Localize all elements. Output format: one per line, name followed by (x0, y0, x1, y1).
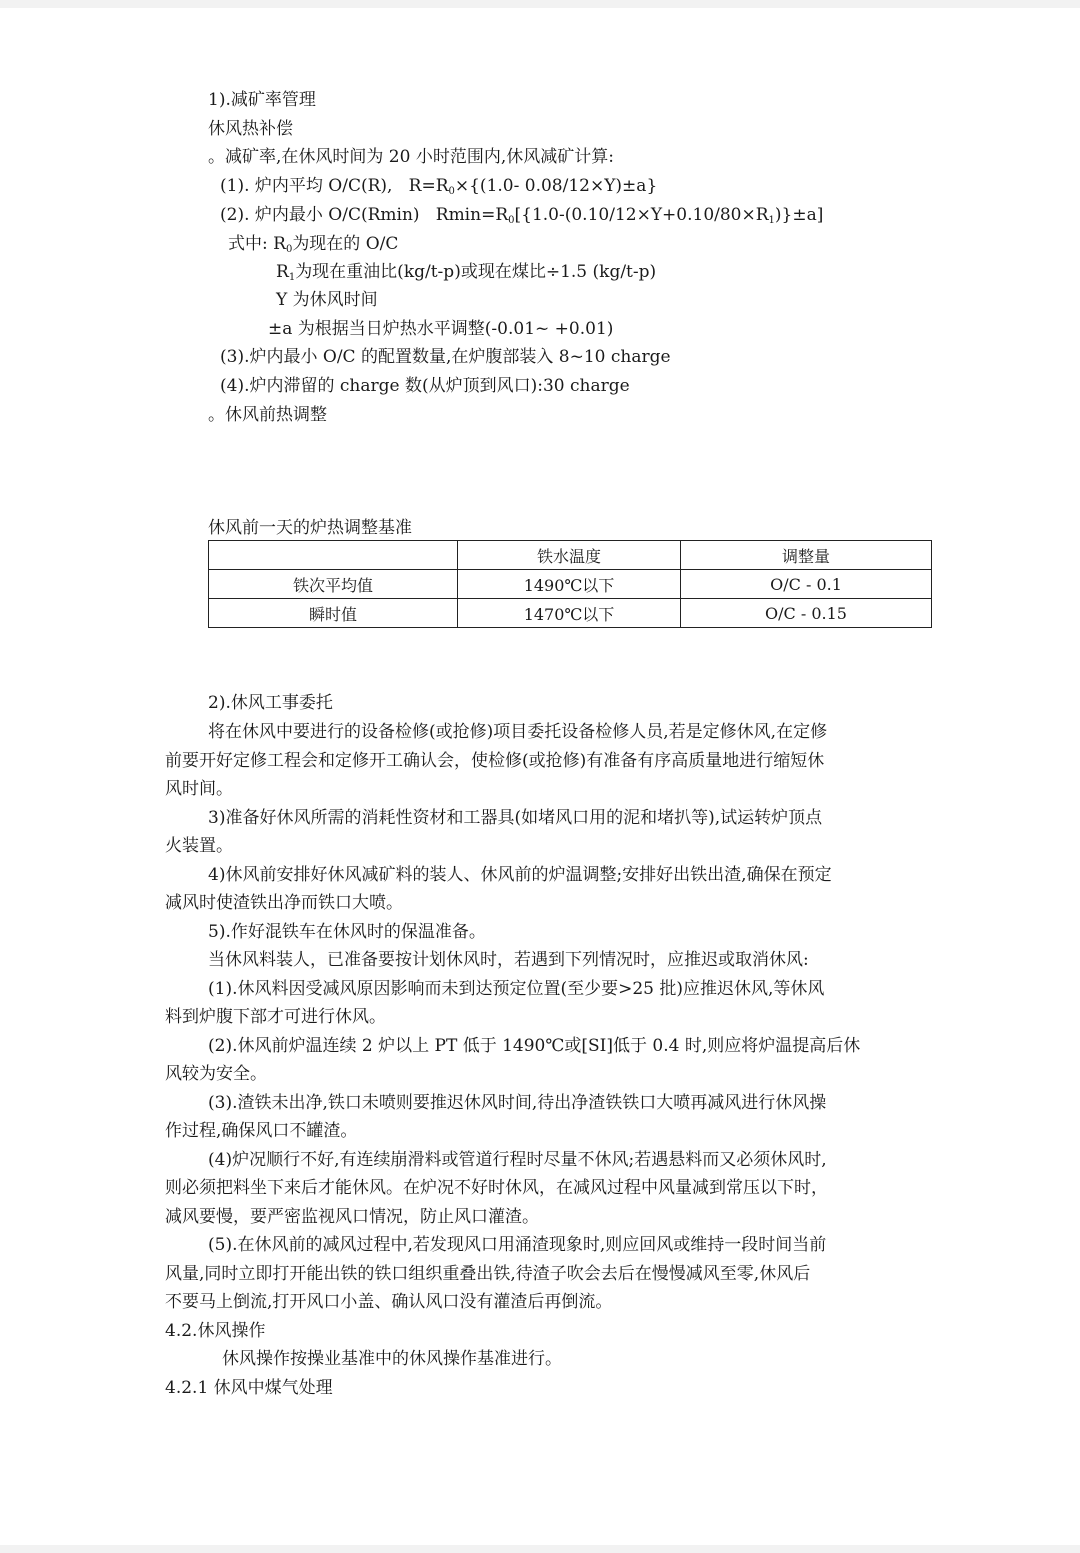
body-line: (4)炉况顺行不好,有连续崩滑料或管道行程时尽量不休风;若遇悬料而又必须休风时, (208, 1150, 827, 1170)
body-line: 风时间。 (165, 779, 233, 799)
r1-text: 为现在重油比(kg/t-p)或现在煤比÷1.5 (kg/t-p) (295, 262, 657, 282)
body-line: 3)准备好休风所需的消耗性资材和工器具(如堵风口用的泥和堵扒等),试运转炉顶点 (208, 808, 823, 828)
where-sub: 0 (285, 244, 293, 255)
body-line: 作过程,确保风口不罐渣。 (165, 1121, 358, 1141)
item-4: (4).炉内滞留的 charge 数(从炉顶到风口):30 charge (220, 376, 630, 396)
r1-definition (276, 260, 656, 290)
r1-prefix: R (276, 262, 289, 282)
preheat-heading: 。休风前热调整 (208, 405, 327, 425)
table-header-cell (209, 541, 458, 570)
body-line: (3).渣铁未出净,铁口未喷则要推迟休风时间,待出净渣铁铁口大喷再减风进行休风操 (208, 1093, 827, 1113)
formula-1-rhs: ×{(1.0- 0.08/12×Y)±a} (454, 176, 658, 196)
formula-2-sub0: 0 (508, 215, 515, 226)
section2-heading: 2).休风工事委托 (208, 693, 333, 713)
table-row (209, 599, 932, 628)
table-cell: O/C - 0.1 (681, 570, 932, 599)
formula-2-rhs: )}±a] (774, 205, 824, 225)
table-caption: 休风前一天的炉热调整基准 (208, 518, 412, 538)
r1-sub: 1 (288, 272, 296, 283)
table-row (209, 570, 932, 599)
section421-heading: 4.2.1 休风中煤气处理 (165, 1378, 333, 1398)
body-line: 将在休风中要进行的设备检修(或抢修)项目委托设备检修人员,若是定修休风,在定修 (208, 722, 828, 742)
body-line: 减风时使渣铁出净而铁口大喷。 (165, 893, 403, 913)
body-line: (2).休风前炉温连续 2 炉以上 PT 低于 1490℃或[SI]低于 0.4 时,则应将炉温提高后休 (208, 1036, 861, 1056)
table-cell: 1470℃以下 (458, 599, 681, 628)
body-line: 则必须把料坐下来后才能休风。在炉况不好时休风，在减风过程中风量减到常压以下时， (165, 1178, 828, 1198)
item-3: (3).炉内最小 O/C 的配置数量,在炉腹部装入 8~10 charge (220, 347, 671, 367)
section1-intro: 。减矿率,在休风时间为 20 小时范围内,休风减矿计算: (208, 147, 614, 167)
formula-2 (220, 203, 823, 233)
section42-text: 休风操作按操业基准中的休风操作基准进行。 (222, 1349, 562, 1369)
document-page (0, 8, 1080, 1545)
formula-2-lhs: Rmin=R (435, 205, 509, 225)
table-cell: 铁次平均值 (209, 570, 458, 599)
body-line: 风量,同时立即打开能出铁的铁口组织重叠出铁,待渣子吹会去后在慢慢减风至零,休风后 (165, 1264, 811, 1284)
body-line: 5).作好混铁车在休风时的保温准备。 (208, 922, 486, 942)
body-line: 火装置。 (165, 836, 233, 856)
formula-1-lhs: R=R (408, 176, 449, 196)
table-header-cell: 铁水温度 (458, 541, 681, 570)
body-line: 4)休风前安排好休风减矿料的装人、休风前的炉温调整;安排好出铁出渣,确保在预定 (208, 865, 832, 885)
a-definition: ±a 为根据当日炉热水平调整(-0.01~ +0.01) (268, 319, 614, 339)
section1-heading: 1).减矿率管理 (208, 90, 316, 110)
formula-1-sub: 0 (448, 186, 455, 197)
section42-heading: 4.2.休风操作 (165, 1321, 266, 1341)
formula-2-mid: [{1.0-(0.10/12×Y+0.10/80×R (514, 205, 769, 225)
section1-subheading: 休风热补偿 (208, 119, 293, 139)
table-cell: 1490℃以下 (458, 570, 681, 599)
y-definition: Y 为休风时间 (276, 290, 378, 310)
body-line: 不要马上倒流,打开风口小盖、确认风口没有灌渣后再倒流。 (165, 1292, 613, 1312)
formula-2-label: (2). 炉内最小 O/C(Rmin) (220, 205, 420, 225)
table-cell: 瞬时值 (209, 599, 458, 628)
formula-2-sub1: 1 (768, 215, 775, 226)
body-line: (1).休风料因受减风原因影响而未到达预定位置(至少要>25 批)应推迟休风,等休风 (208, 979, 825, 999)
body-line: 风较为安全。 (165, 1064, 267, 1084)
body-line: (5).在休风前的减风过程中,若发现风口用涌渣现象时,则应回风或维持一段时间当前 (208, 1235, 827, 1255)
body-line: 料到炉腹下部才可进行休风。 (165, 1007, 386, 1027)
table-header-row (209, 541, 932, 570)
table-cell: O/C - 0.15 (681, 599, 932, 628)
heat-adjust-table (208, 540, 932, 628)
where-line (228, 232, 398, 262)
body-line: 前要开好定修工程会和定修开工确认会，使检修(或抢修)有准备有序高质量地进行缩短休 (165, 751, 825, 771)
formula-1 (220, 174, 657, 204)
where-prefix: 式中: R (228, 234, 286, 254)
body-line: 当休风料装人，已准备要按计划休风时，若遇到下列情况时，应推迟或取消休风: (208, 950, 809, 970)
formula-1-label: (1). 炉内平均 O/C(R), (220, 176, 393, 196)
where-text: 为现在的 O/C (292, 234, 399, 254)
table-header-cell: 调整量 (681, 541, 932, 570)
body-line: 减风要慢，要严密监视风口情况，防止风口灌渣。 (165, 1207, 539, 1227)
